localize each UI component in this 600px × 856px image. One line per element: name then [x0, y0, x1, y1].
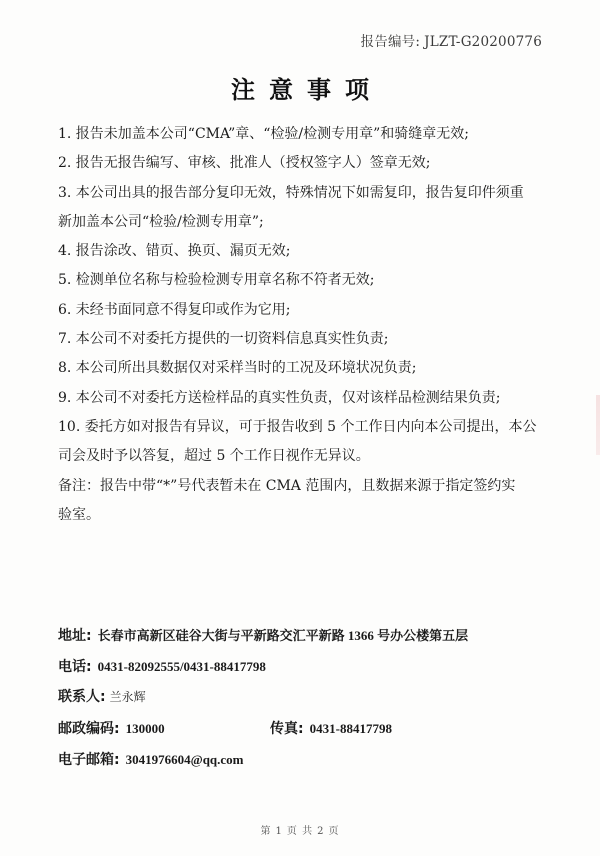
seam-stamp-edge [596, 395, 600, 455]
fax-group [270, 713, 392, 745]
phone-value: 0431-82092555/0431-88417798 [97, 659, 266, 674]
fax-value: 0431-88417798 [309, 721, 392, 736]
page-footer [0, 822, 600, 837]
email-row [58, 744, 558, 775]
page-label-b: 页 共 [286, 826, 314, 837]
page-total: 2 [317, 826, 325, 837]
notice-line: 10. 委托方如对报告有异议，可于报告收到 5 个工作日内向本公司提出，本公 [58, 418, 537, 435]
notice-line: 5. 检测单位名称与检验检测专用章名称不符者无效; [58, 272, 375, 289]
phone-row [58, 651, 558, 682]
postcode-label: 邮政编码: [58, 721, 120, 737]
notice-line: 3. 本公司出具的报告部分复印无效，特殊情况下如需复印，报告复印件须重 [58, 184, 524, 201]
remark-line: 备注：报告中带“*”号代表暂未在 CMA 范围内，且数据来源于指定签约实 [58, 477, 516, 494]
postcode-fax-row [58, 713, 558, 744]
address-row [58, 620, 558, 651]
notice-line: 司会及时予以答复，超过 5 个工作日视作无异议。 [58, 448, 370, 465]
notice-line: 新加盖本公司“检验/检测专用章”; [58, 213, 264, 230]
page-current: 1 [275, 826, 283, 837]
notice-line: 7. 本公司不对委托方提供的一切资料信息真实性负责; [58, 331, 389, 348]
contact-block [58, 620, 558, 775]
page-label-c: 页 [328, 826, 340, 837]
email-value: 3041976604@qq.com [125, 752, 244, 767]
email-label: 电子邮箱: [58, 752, 120, 768]
page-label-a: 第 [260, 826, 272, 837]
notice-line: 4. 报告涂改、错页、换页、漏页无效; [58, 243, 291, 260]
address-label: 地址: [58, 628, 92, 644]
phone-label: 电话: [58, 659, 92, 675]
report-number-value: JLZT-G20200776 [424, 34, 542, 50]
contact-person-label: 联系人: [58, 689, 106, 705]
report-number [361, 30, 542, 50]
fax-label: 传真: [270, 721, 304, 737]
contact-person-row [58, 682, 558, 713]
notice-line: 1. 报告未加盖本公司“CMA”章、“检验/检测专用章”和骑缝章无效; [58, 126, 469, 142]
report-number-label: 报告编号: [360, 34, 421, 50]
notice-list [58, 120, 558, 530]
notice-line: 9. 本公司不对委托方送检样品的真实性负责，仅对该样品检测结果负责; [58, 389, 501, 406]
notice-line: 6. 未经书面同意不得复印或作为它用; [58, 301, 291, 318]
remark-line: 验室。 [58, 506, 100, 523]
notice-line: 2. 报告无报告编写、审核、批准人（授权签字人）签章无效; [58, 155, 431, 172]
notice-line: 8. 本公司所出具数据仅对采样当时的工况及环境状况负责; [58, 360, 417, 377]
contact-person-value: 兰永辉 [109, 690, 146, 704]
page-title: 注意事项 [231, 75, 383, 104]
postcode-value: 130000 [125, 721, 165, 736]
address-value: 长春市高新区硅谷大街与平新路交汇平新路 1366 号办公楼第五层 [97, 628, 469, 643]
